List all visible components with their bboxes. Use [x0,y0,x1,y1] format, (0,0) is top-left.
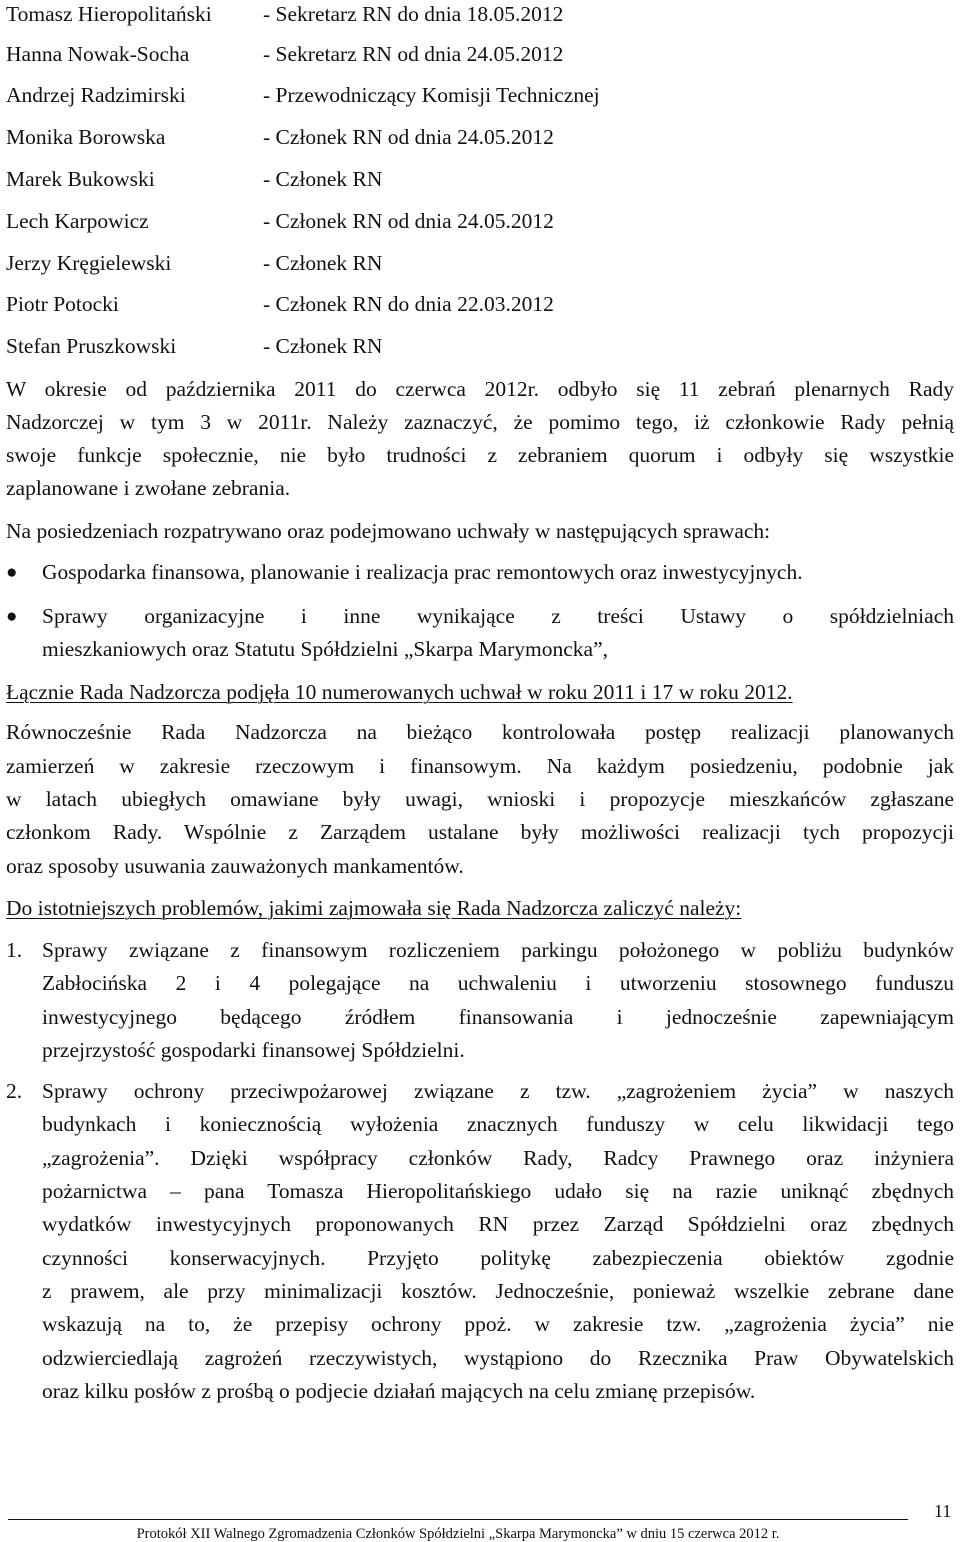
paragraph-line: zaplanowane i zwołane zebrania. [6,476,291,500]
item-number: 2. [6,1079,23,1103]
item-line: Sprawy związane z finansowym rozliczeniem parkingu położonego w pobliżu budynków [42,938,954,962]
resolutions-summary: Łącznie Rada Nadzorcza podjęła 10 numerowanych uchwał w roku 2011 i 17 w roku 2012. [6,680,793,704]
item-line: „zagrożenia”. Dzięki współpracy członków Rady, Radcy Prawnego oraz inżyniera [42,1146,954,1170]
member-name: Tomasz Hieropolitański [6,2,212,26]
member-name: Lech Karpowicz [6,209,149,233]
paragraph-line: oraz sposoby usuwania zauważonych mankamentów. [6,854,464,878]
item-line: z prawem, ale przy minimalizacji kosztów. Jednocześnie, ponieważ wszelkie zebrane dane [42,1279,954,1303]
member-role: - Członek RN do dnia 22.03.2012 [263,292,554,316]
page-number: 11 [934,1501,952,1521]
item-line: pożarnictwa – pana Tomasza Hieropolitańskiego udało się na razie uniknąć zbędnych [42,1179,954,1203]
item-line: Sprawy ochrony przeciwpożarowej związane z tzw. „zagrożeniem życia” w naszych [42,1079,954,1103]
member-role: - Sekretarz RN od dnia 24.05.2012 [263,42,564,66]
paragraph-line: Równocześnie Rada Nadzorcza na bieżąco kontrolowała postęp realizacji planowanych [6,720,954,744]
member-role: - Członek RN [263,251,383,275]
item-line: oraz kilku posłów z prośbą o podjecie działań mających na celu zmianę przepisów. [42,1379,756,1403]
paragraph-line: W okresie od października 2011 do czerwca 2012r. odbyło się 11 zebrań plenarnych Rady [6,377,954,401]
item-number: 1. [6,938,23,962]
resolutions-intro: Na posiedzeniach rozpatrywano oraz podejmowano uchwały w następujących sprawach: [6,519,771,543]
paragraph-line: członkom Rady. Wspólnie z Zarządem ustalane były możliwości realizacji tych propozycji [6,820,954,844]
paragraph-line: zamierzeń w zakresie rzeczowym i finansowym. Na każdym posiedzeniu, podobnie jak [6,754,954,778]
footer-text: Protokół XII Walnego Zgromadzenia Członków Spółdzielni „Skarpa Marymoncka” w dniu 15 czerwca 2012 r. [136,1526,780,1542]
bullet-icon: ● [6,606,18,627]
member-role: - Członek RN od dnia 24.05.2012 [263,125,554,149]
member-name: Andrzej Radzimirski [6,83,186,107]
paragraph-line: Nadzorczej w tym 3 w 2011r. Należy zaznaczyć, że pomimo tego, iż członkowie Rady pełnią [6,410,954,434]
member-name: Jerzy Kręgielewski [6,251,172,275]
bullet-icon: ● [6,562,18,583]
member-role: - Sekretarz RN do dnia 18.05.2012 [263,2,564,26]
item-line: odzwierciedlają zagrożeń rzeczywistych, wystąpiono do Rzecznika Praw Obywatelskich [42,1346,954,1370]
member-name: Stefan Pruszkowski [6,334,177,358]
item-line: przejrzystość gospodarki finansowej Spółdzielni. [42,1038,465,1062]
item-line: wydatków inwestycyjnych proponowanych RN przez Zarząd Spółdzielni oraz zbędnych [42,1212,954,1236]
item-line: Zabłocińska 2 i 4 polegające na uchwaleniu i utworzeniu stosownego funduszu [42,971,954,995]
member-name: Piotr Potocki [6,292,119,316]
footer-divider [8,1519,908,1520]
item-line: wskazują na to, że przepisy ochrony ppoż. w zakresie tzw. „zagrożenia życia” nie [42,1312,954,1336]
paragraph-line: swoje funkcje społecznie, nie było trudności z zebraniem quorum i odbyły się wszystkie [6,443,954,467]
member-name: Marek Bukowski [6,167,155,191]
item-line: inwestycyjnego będącego źródłem finansowania i jednocześnie zapewniającym [42,1005,954,1029]
member-role: - Członek RN [263,167,383,191]
member-role: - Przewodniczący Komisji Technicznej [263,83,600,107]
item-line: czynności konserwacyjnych. Przyjęto politykę zabezpieczenia obiektów zgodnie [42,1246,954,1270]
item-line: budynkach i koniecznością wyłożenia znacznych funduszy w celu likwidacji tego [42,1112,954,1136]
member-role: - Członek RN [263,334,383,358]
member-name: Monika Borowska [6,125,166,149]
paragraph-line: w latach ubiegłych omawiane były uwagi, wnioski i propozycje mieszkańców zgłaszane [6,787,954,811]
bullet-text: mieszkaniowych oraz Statutu Spółdzielni „Skarpa Marymoncka”, [42,637,609,661]
member-role: - Członek RN od dnia 24.05.2012 [263,209,554,233]
bullet-text: Gospodarka finansowa, planowanie i realizacja prac remontowych oraz inwestycyjnych. [42,560,803,584]
problems-heading: Do istotniejszych problemów, jakimi zajmowała się Rada Nadzorcza zaliczyć należy: [6,896,742,920]
member-name: Hanna Nowak-Socha [6,42,190,66]
bullet-text: Sprawy organizacyjne i inne wynikające z treści Ustawy o spółdzielniach [42,604,954,628]
